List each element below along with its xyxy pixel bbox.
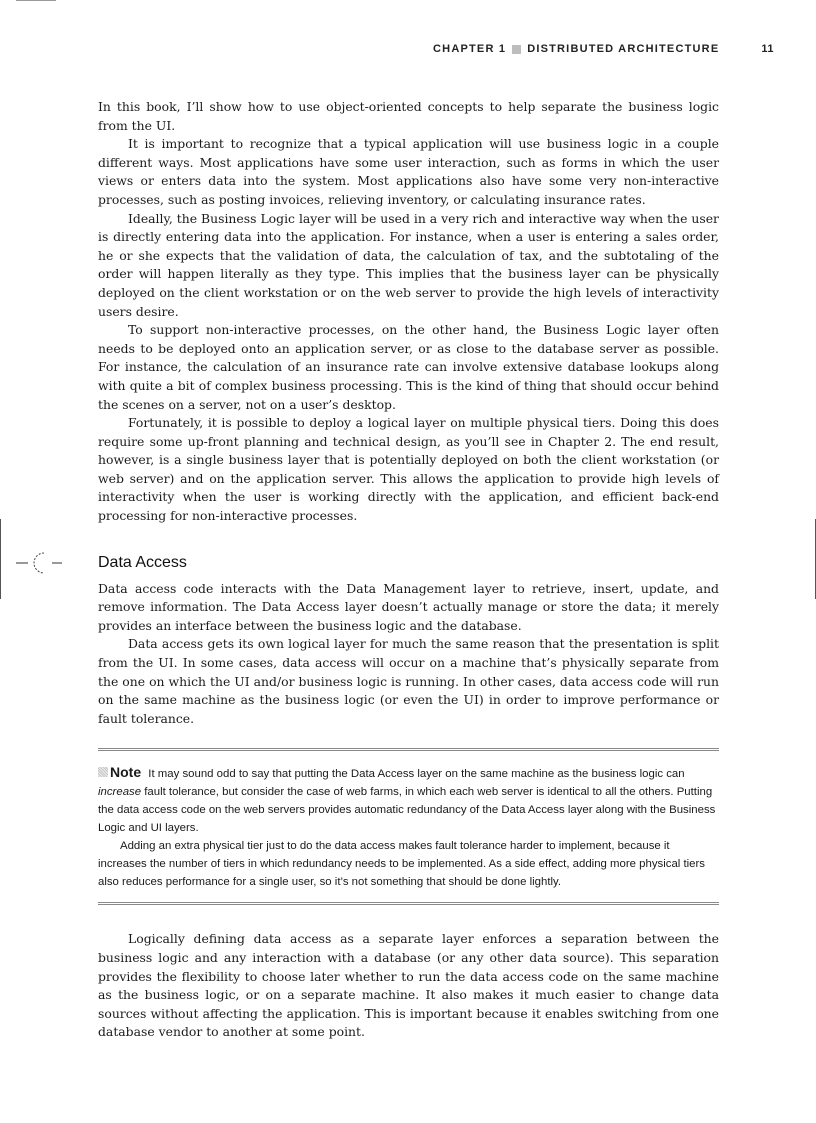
- paragraph: Logically defining data access as a separate layer enforces a separation between the business logic and any interaction with a database (or any other data source). This separation provides the flexibility to choose later whether to run the data access code on the same machine as the business logic, or on a separate machine. It also makes it much easier to change data sources without affecting the application. This is important because it enables switching from one database vendor to another at some point.: [98, 931, 719, 1040]
- crop-mark-left: [0, 519, 1, 599]
- note-icon: [98, 767, 108, 777]
- paragraph: It is important to recognize that a typical application will use business logic in a couple different ways. Most applications have some user interaction, such as forms in which the user views or enters data into the system. Most applications also have some very non-interactive processes, such as posting invoices, relieving inventory, or calculating insurance rates.: [98, 136, 719, 207]
- note-text: fault tolerance, but consider the case of web farms, in which each web server is identical to all the others. Putting the data access code on the web servers provides automatic redundancy of the Data Access layer along with the Business Logic and UI layers.: [98, 786, 716, 835]
- paragraph: Ideally, the Business Logic layer will be used in a very rich and interactive way when the user is directly entering data into the application. For instance, when a user is entering a sales order, he or she expects that the validation of data, the calculation of tax, and the subtotaling of the order will happen literally as they type. This implies that the business layer can be physically deployed on the client workstation or on the web server to provide the high levels of interactivity users desire.: [98, 210, 719, 319]
- chapter-title: DISTRIBUTED ARCHITECTURE: [527, 43, 720, 55]
- running-header: [433, 43, 774, 55]
- paragraph: To support non-interactive processes, on the other hand, the Business Logic layer often needs to be deployed onto an application server, or as close to the database server as possible. For instance, the calculation of an insurance rate can involve extensive database lookups along with quite a bit of complex business processing. This is the kind of thing that should occur behind the scenes on a server, not on a user’s desktop.: [98, 322, 719, 412]
- note-paragraph: Adding an extra physical tier just to do the data access makes fault tolerance harder to implement, because it increases the number of tiers in which redundancy needs to be implemented. As a side effect, adding more physical tiers also reduces performance for a single user, so it’s not something that should be done lightly.: [98, 840, 705, 889]
- paragraph: Fortunately, it is possible to deploy a logical layer on multiple physical tiers. Doing this does require some up-front planning and technical design, as you’ll see in Chapter 2. The end result, however, is a single business layer that is potentially deployed on both the client workstation (or web server) and on the application server. This allows the application to provide high levels of interactivity when the user is working directly with the application, and efficient back-end processing for non-interactive processes.: [98, 415, 719, 524]
- page-body: [98, 98, 719, 1042]
- note-text: It may sound odd to say that putting the Data Access layer on the same machine as the business logic can: [148, 768, 685, 781]
- section-heading: Data Access: [98, 553, 187, 571]
- paragraph: Data access code interacts with the Data Management layer to retrieve, insert, update, and remove information. The Data Access layer doesn’t actually manage or store the data; it merely provides an interface between the business logic and the database.: [98, 580, 719, 633]
- note-label: Note: [110, 764, 142, 781]
- crop-mark-top: [16, 0, 56, 1]
- page-number: 11: [761, 43, 774, 55]
- chapter-label: CHAPTER 1: [433, 43, 507, 55]
- note-paragraph: [98, 763, 719, 837]
- paragraph: In this book, I’ll show how to use object-oriented concepts to help separate the business logic from the UI.: [98, 99, 719, 133]
- registration-mark-icon: [16, 551, 64, 575]
- separator-square-icon: [512, 45, 521, 54]
- note-emphasis: increase: [98, 786, 142, 799]
- paragraph: Data access gets its own logical layer for much the same reason that the presentation is split from the UI. In some cases, data access will occur on a machine that’s physically separate from the one on which the UI and/or business logic is running. In other cases, data access code will run on the same machine as the business logic (or even the UI) in order to improve performance or fault tolerance.: [98, 636, 719, 726]
- note-box: [98, 748, 719, 905]
